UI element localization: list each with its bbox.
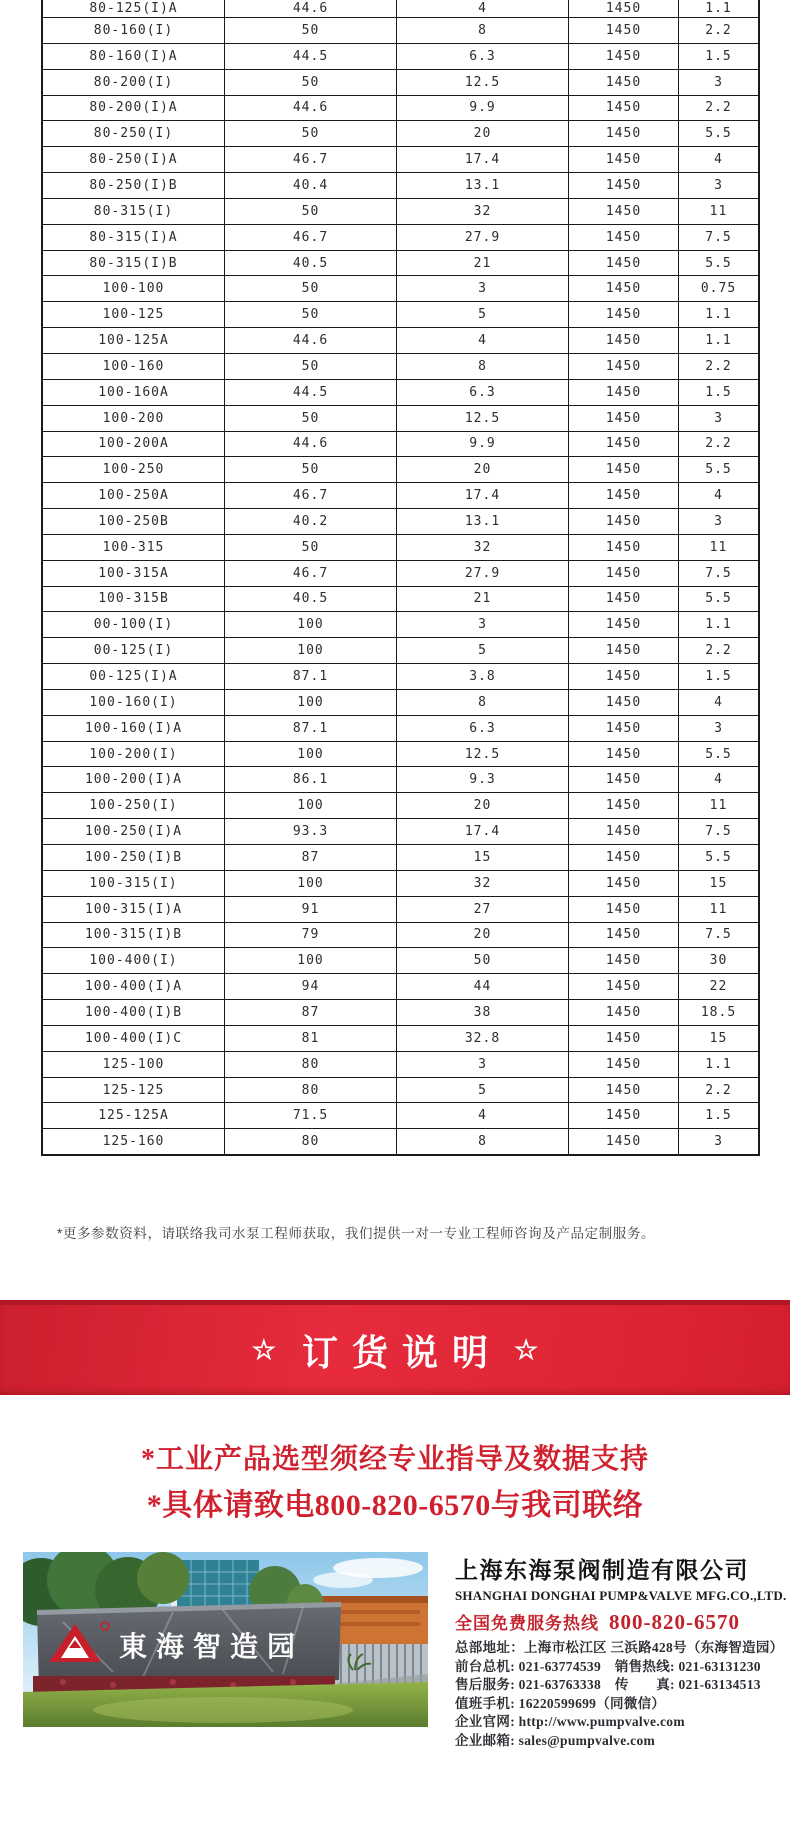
value-cell: 20 [396, 121, 568, 146]
table-row [43, 1128, 758, 1154]
value-cell: 1450 [568, 276, 678, 301]
table-row [43, 534, 758, 560]
model-cell: 80-315(I) [93, 203, 174, 219]
value-cell: 3 [396, 276, 568, 301]
value-cell: 1450 [568, 612, 678, 637]
value-cell: 81 [224, 1026, 396, 1051]
model-cell: 125-125A [98, 1108, 169, 1124]
value-cell: 11 [678, 199, 758, 224]
notice-line-1: *工业产品选型须经专业指导及数据支持 [140, 1444, 649, 1475]
model-cell: 100-160A [98, 384, 169, 400]
table-row [43, 275, 758, 301]
value-cell: 44.6 [224, 96, 396, 121]
table-row [43, 327, 758, 353]
value-cell: 20 [396, 793, 568, 818]
value-cell: 1450 [568, 225, 678, 250]
value-cell: 12.5 [396, 406, 568, 431]
value-cell: 50 [396, 948, 568, 973]
model-cell: 100-200(I) [89, 746, 178, 762]
table-row [43, 0, 758, 17]
model-cell: 100-125 [102, 307, 165, 323]
value-cell: 8 [396, 690, 568, 715]
table-row [43, 508, 758, 534]
value-cell: 4 [678, 767, 758, 792]
value-cell: 46.7 [224, 561, 396, 586]
value-cell: 1450 [568, 354, 678, 379]
table-row [43, 663, 758, 689]
model-cell: 00-125(I)A [89, 669, 178, 685]
value-cell: 1450 [568, 1052, 678, 1077]
table-row [43, 1025, 758, 1051]
value-cell: 2.2 [678, 354, 758, 379]
table-row [43, 1077, 758, 1103]
value-cell: 40.2 [224, 509, 396, 534]
table-row [43, 922, 758, 948]
model-cell: 80-250(I)A [89, 152, 178, 168]
value-cell: 1450 [568, 1078, 678, 1103]
table-row [43, 69, 758, 95]
value-cell: 5.5 [678, 457, 758, 482]
value-cell: 9.3 [396, 767, 568, 792]
value-cell: 4 [678, 690, 758, 715]
value-cell: 44.5 [224, 380, 396, 405]
sign-text: 東海智造园 [119, 1630, 305, 1663]
value-cell: 5.5 [678, 251, 758, 276]
company-name-cn: 上海东海泵阀制造有限公司 [455, 1558, 749, 1584]
value-cell: 4 [396, 0, 568, 17]
table-row [43, 456, 758, 482]
value-cell: 22 [678, 974, 758, 999]
table-row [43, 947, 758, 973]
hotline-number: 800-820-6570 [609, 1610, 740, 1634]
table-row [43, 198, 758, 224]
value-cell: 11 [678, 535, 758, 560]
value-cell: 5 [396, 302, 568, 327]
table-row [43, 818, 758, 844]
value-cell: 1450 [568, 561, 678, 586]
value-cell: 1450 [568, 406, 678, 431]
facility-photo-image [23, 1552, 428, 1727]
value-cell: 46.7 [224, 147, 396, 172]
value-cell: 3 [678, 70, 758, 95]
value-cell: 3 [678, 1129, 758, 1154]
value-cell: 1450 [568, 664, 678, 689]
value-cell: 100 [224, 948, 396, 973]
value-cell: 1450 [568, 199, 678, 224]
value-cell: 17.4 [396, 819, 568, 844]
table-row [43, 715, 758, 741]
table-row [43, 637, 758, 663]
value-cell: 6.3 [396, 716, 568, 741]
value-cell: 100 [224, 793, 396, 818]
value-cell: 40.4 [224, 173, 396, 198]
value-cell: 20 [396, 457, 568, 482]
model-cell: 100-315A [98, 565, 169, 581]
value-cell: 2.2 [678, 432, 758, 457]
model-cell: 100-160(I)A [84, 720, 183, 736]
model-cell: 100-315 [102, 539, 165, 555]
model-cell: 100-200 [102, 410, 165, 426]
value-cell: 1.1 [678, 1052, 758, 1077]
contact-info-line: 售后服务: 021-63763338 传 真: 021-63134513 [455, 1677, 761, 1693]
value-cell: 3.8 [396, 664, 568, 689]
value-cell: 87 [224, 1000, 396, 1025]
table-row [43, 870, 758, 896]
value-cell: 32 [396, 871, 568, 896]
value-cell: 30 [678, 948, 758, 973]
value-cell: 2.2 [678, 18, 758, 43]
value-cell: 46.7 [224, 225, 396, 250]
model-cell: 80-250(I) [93, 126, 174, 142]
value-cell: 44.6 [224, 0, 396, 17]
value-cell: 1450 [568, 974, 678, 999]
value-cell: 1450 [568, 535, 678, 560]
value-cell: 8 [396, 18, 568, 43]
value-cell: 3 [396, 612, 568, 637]
value-cell: 27.9 [396, 225, 568, 250]
value-cell: 93.3 [224, 819, 396, 844]
value-cell: 1450 [568, 871, 678, 896]
value-cell: 9.9 [396, 96, 568, 121]
value-cell: 1450 [568, 897, 678, 922]
value-cell: 1450 [568, 767, 678, 792]
model-cell: 100-315(I) [89, 875, 178, 891]
value-cell: 94 [224, 974, 396, 999]
table-row [43, 250, 758, 276]
value-cell: 32 [396, 535, 568, 560]
table-row [43, 43, 758, 69]
value-cell: 50 [224, 535, 396, 560]
value-cell: 3 [678, 173, 758, 198]
value-cell: 1450 [568, 1000, 678, 1025]
value-cell: 86.1 [224, 767, 396, 792]
value-cell: 50 [224, 121, 396, 146]
table-row [43, 379, 758, 405]
value-cell: 50 [224, 406, 396, 431]
table-row [43, 1051, 758, 1077]
value-cell: 1450 [568, 509, 678, 534]
value-cell: 1450 [568, 742, 678, 767]
model-cell: 100-160(I) [89, 694, 178, 710]
value-cell: 1450 [568, 18, 678, 43]
value-cell: 9.9 [396, 432, 568, 457]
model-cell: 80-250(I)B [89, 177, 178, 193]
value-cell: 2.2 [678, 96, 758, 121]
table-row [43, 353, 758, 379]
value-cell: 5 [396, 1078, 568, 1103]
table-row [43, 146, 758, 172]
contact-info-line: 前台总机: 021-63774539 销售热线: 021-63131230 [455, 1658, 761, 1674]
value-cell: 40.5 [224, 587, 396, 612]
value-cell: 50 [224, 354, 396, 379]
value-cell: 1450 [568, 302, 678, 327]
value-cell: 44.6 [224, 328, 396, 353]
value-cell: 32.8 [396, 1026, 568, 1051]
value-cell: 1450 [568, 923, 678, 948]
company-contact-block [455, 1552, 787, 1751]
star-icon: ☆ [251, 1334, 276, 1365]
value-cell: 1450 [568, 587, 678, 612]
table-row [43, 973, 758, 999]
model-cell: 100-100 [102, 281, 165, 297]
value-cell: 2.2 [678, 638, 758, 663]
contact-info-line: 总部地址：上海市松江区 三浜路428号（东海智造园） [455, 1640, 784, 1655]
value-cell: 1450 [568, 793, 678, 818]
order-instructions-banner [0, 1300, 790, 1395]
value-cell: 40.5 [224, 251, 396, 276]
value-cell: 1450 [568, 380, 678, 405]
value-cell: 1450 [568, 121, 678, 146]
value-cell: 7.5 [678, 561, 758, 586]
value-cell: 7.5 [678, 819, 758, 844]
value-cell: 13.1 [396, 173, 568, 198]
table-row [43, 611, 758, 637]
value-cell: 12.5 [396, 70, 568, 95]
value-cell: 8 [396, 354, 568, 379]
model-cell: 100-200A [98, 436, 169, 452]
table-row [43, 586, 758, 612]
table-row [43, 431, 758, 457]
table-row [43, 689, 758, 715]
model-cell: 100-400(I)B [84, 1004, 183, 1020]
value-cell: 17.4 [396, 483, 568, 508]
value-cell: 4 [678, 483, 758, 508]
contact-info-line: 值班手机: 16220599699（同微信） [455, 1695, 666, 1711]
model-cell: 125-160 [102, 1134, 165, 1150]
value-cell: 1.1 [678, 612, 758, 637]
value-cell: 3 [396, 1052, 568, 1077]
value-cell: 8 [396, 1129, 568, 1154]
value-cell: 1.5 [678, 44, 758, 69]
value-cell: 6.3 [396, 380, 568, 405]
value-cell: 1450 [568, 1026, 678, 1051]
model-cell: 80-200(I) [93, 74, 174, 90]
table-row [43, 896, 758, 922]
value-cell: 12.5 [396, 742, 568, 767]
model-cell: 100-250(I) [89, 798, 178, 814]
value-cell: 50 [224, 199, 396, 224]
value-cell: 13.1 [396, 509, 568, 534]
value-cell: 1.1 [678, 0, 758, 17]
value-cell: 11 [678, 897, 758, 922]
table-row [43, 792, 758, 818]
value-cell: 1450 [568, 638, 678, 663]
value-cell: 15 [678, 1026, 758, 1051]
value-cell: 5.5 [678, 845, 758, 870]
value-cell: 7.5 [678, 923, 758, 948]
value-cell: 80 [224, 1052, 396, 1077]
model-cell: 100-125A [98, 333, 169, 349]
company-footer [0, 1552, 790, 1748]
table-row [43, 405, 758, 431]
value-cell: 1.5 [678, 380, 758, 405]
value-cell: 1450 [568, 251, 678, 276]
value-cell: 1.5 [678, 664, 758, 689]
table-row [43, 172, 758, 198]
value-cell: 17.4 [396, 147, 568, 172]
value-cell: 79 [224, 923, 396, 948]
value-cell: 80 [224, 1129, 396, 1154]
model-cell: 80-315(I)A [89, 229, 178, 245]
value-cell: 4 [678, 147, 758, 172]
table-footnote: *更多参数资料，请联络我司水泵工程师获取，我们提供一对一专业工程师咨询及产品定制服务。 [57, 1226, 656, 1241]
value-cell: 0.75 [678, 276, 758, 301]
value-cell: 6.3 [396, 44, 568, 69]
value-cell: 1450 [568, 0, 678, 17]
value-cell: 87.1 [224, 716, 396, 741]
value-cell: 7.5 [678, 225, 758, 250]
value-cell: 87 [224, 845, 396, 870]
value-cell: 1450 [568, 1129, 678, 1154]
table-row [43, 482, 758, 508]
model-cell: 100-315(I)A [84, 901, 183, 917]
value-cell: 50 [224, 302, 396, 327]
value-cell: 38 [396, 1000, 568, 1025]
table-row [43, 17, 758, 43]
table-row [43, 95, 758, 121]
model-cell: 80-125(I)A [89, 1, 178, 16]
model-cell: 80-160(I) [93, 22, 174, 38]
model-cell: 100-400(I)A [84, 979, 183, 995]
value-cell: 15 [396, 845, 568, 870]
model-cell: 00-125(I) [93, 643, 174, 659]
value-cell: 100 [224, 638, 396, 663]
model-cell: 125-125 [102, 1082, 165, 1098]
value-cell: 100 [224, 742, 396, 767]
value-cell: 1450 [568, 690, 678, 715]
table-row [43, 301, 758, 327]
value-cell: 32 [396, 199, 568, 224]
value-cell: 71.5 [224, 1103, 396, 1128]
table-row [43, 766, 758, 792]
value-cell: 3 [678, 716, 758, 741]
value-cell: 3 [678, 406, 758, 431]
value-cell: 5.5 [678, 742, 758, 767]
value-cell: 46.7 [224, 483, 396, 508]
value-cell: 44.5 [224, 44, 396, 69]
table-row [43, 560, 758, 586]
model-cell: 100-315B [98, 591, 169, 607]
value-cell: 20 [396, 923, 568, 948]
table-row [43, 844, 758, 870]
value-cell: 1450 [568, 432, 678, 457]
value-cell: 1.1 [678, 302, 758, 327]
model-cell: 100-200(I)A [84, 772, 183, 788]
model-cell: 80-160(I)A [89, 48, 178, 64]
value-cell: 5 [396, 638, 568, 663]
model-cell: 100-250(I)B [84, 849, 183, 865]
value-cell: 1.1 [678, 328, 758, 353]
model-cell: 125-100 [102, 1056, 165, 1072]
value-cell: 50 [224, 18, 396, 43]
pump-spec-table [41, 0, 760, 1156]
table-row [43, 120, 758, 146]
contact-link-line[interactable]: 企业官网: http://www.pumpvalve.com [455, 1714, 685, 1730]
value-cell: 4 [396, 328, 568, 353]
value-cell: 5.5 [678, 587, 758, 612]
model-cell: 100-250(I)A [84, 824, 183, 840]
value-cell: 1450 [568, 44, 678, 69]
value-cell: 1450 [568, 173, 678, 198]
value-cell: 27.9 [396, 561, 568, 586]
value-cell: 21 [396, 251, 568, 276]
value-cell: 1450 [568, 483, 678, 508]
value-cell: 87.1 [224, 664, 396, 689]
value-cell: 4 [396, 1103, 568, 1128]
value-cell: 2.2 [678, 1078, 758, 1103]
value-cell: 1450 [568, 70, 678, 95]
model-cell: 100-400(I) [89, 953, 178, 969]
table-row [43, 999, 758, 1025]
model-cell: 100-400(I)C [84, 1030, 183, 1046]
notice-line-2: *具体请致电800-820-6570与我司联络 [146, 1489, 644, 1522]
value-cell: 1450 [568, 1103, 678, 1128]
model-cell: 100-250B [98, 513, 169, 529]
value-cell: 1450 [568, 96, 678, 121]
value-cell: 44 [396, 974, 568, 999]
value-cell: 100 [224, 871, 396, 896]
value-cell: 100 [224, 612, 396, 637]
value-cell: 11 [678, 793, 758, 818]
model-cell: 100-250A [98, 488, 169, 504]
model-cell: 100-315(I)B [84, 927, 183, 943]
model-cell: 80-315(I)B [89, 255, 178, 271]
model-cell: 80-200(I)A [89, 100, 178, 116]
contact-lines [455, 1639, 784, 1751]
hotline-label: 全国免费服务热线 [455, 1614, 599, 1633]
value-cell: 50 [224, 457, 396, 482]
value-cell: 1450 [568, 948, 678, 973]
table-row [43, 1102, 758, 1128]
value-cell: 100 [224, 690, 396, 715]
model-cell: 100-250 [102, 462, 165, 478]
hotline-line [455, 1609, 767, 1635]
value-cell: 3 [678, 509, 758, 534]
value-cell: 1450 [568, 819, 678, 844]
model-cell: 100-160 [102, 358, 165, 374]
value-cell: 1.5 [678, 1103, 758, 1128]
value-cell: 1450 [568, 147, 678, 172]
value-cell: 50 [224, 70, 396, 95]
value-cell: 15 [678, 871, 758, 896]
value-cell: 80 [224, 1078, 396, 1103]
value-cell: 44.6 [224, 432, 396, 457]
value-cell: 5.5 [678, 121, 758, 146]
star-icon: ☆ [514, 1334, 539, 1365]
value-cell: 27 [396, 897, 568, 922]
contact-link-line[interactable]: 企业邮箱: sales@pumpvalve.com [455, 1732, 656, 1748]
value-cell: 91 [224, 897, 396, 922]
value-cell: 1450 [568, 845, 678, 870]
value-cell: 50 [224, 276, 396, 301]
model-cell: 00-100(I) [93, 617, 174, 633]
value-cell: 1450 [568, 716, 678, 741]
value-cell: 21 [396, 587, 568, 612]
value-cell: 1450 [568, 328, 678, 353]
table-row [43, 224, 758, 250]
table-row [43, 741, 758, 767]
value-cell: 1450 [568, 457, 678, 482]
value-cell: 18.5 [678, 1000, 758, 1025]
banner-title: 订货说明 [301, 1332, 502, 1374]
company-name-en: SHANGHAI DONGHAI PUMP&VALVE MFG.CO.,LTD. [455, 1588, 787, 1603]
